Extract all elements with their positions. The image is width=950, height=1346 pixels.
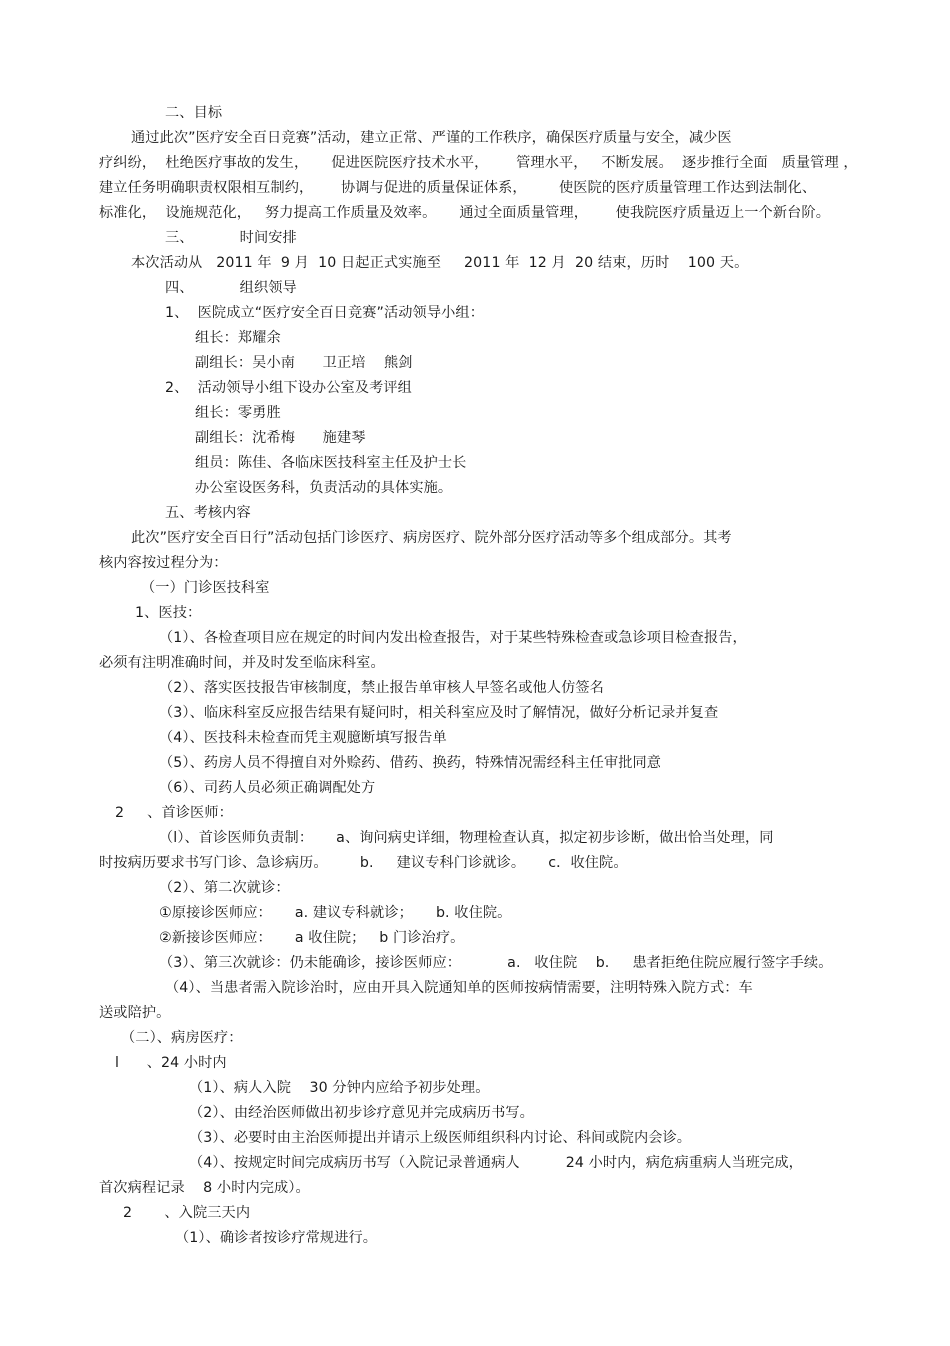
first-doctor-item-2-a: ①原接诊医师应： a. 建议专科就诊； b. 收住院。	[159, 905, 512, 921]
first-doctor-item-1-line-1: （l）、首诊医师负责制： a、询问病史详细，物理检查认真，拟定初步诊断，做出恰当处理，同	[159, 830, 774, 846]
first-doctor-item-2: （2）、第二次就诊：	[159, 880, 290, 896]
office-members: 组员：陈佳、各临床医技科室主任及护士长	[195, 455, 467, 471]
office-deputy-leaders: 副组长：沈希梅 施建琴	[195, 430, 366, 446]
medtech-item-6: （6）、司药人员必须正确调配处方	[159, 780, 376, 796]
org-leader: 组长：郑耀余	[195, 330, 281, 346]
section-4-heading: 四、 组织领导	[165, 280, 297, 296]
org-item-1: 1、 医院成立“医疗安全百日竞赛”活动领导小组：	[165, 305, 484, 321]
subsection-outpatient-heading: （一）门诊医技科室	[141, 580, 270, 596]
medtech-item-2: （2）、落实医技报告审核制度，禁止报告单审核人早签名或他人仿签名	[159, 680, 604, 696]
ward-3day-item-1: （1）、确诊者按诊疗常规进行。	[175, 1230, 378, 1246]
ward-24h-item-4-line-1: （4）、按规定时间完成病历书写（入院记录普通病人 24 小时内，病危病重病人当班完成，	[189, 1155, 803, 1171]
first-doctor-item-1-line-2: 时按病历要求书写门诊、急诊病历。 b. 建议专科门诊就诊。 c．收住院。	[99, 855, 628, 871]
ward-24h-item-1: （1）、病人入院 30 分钟内应给予初步处理。	[189, 1080, 490, 1096]
org-item-2: 2、 活动领导小组下设办公室及考评组	[165, 380, 412, 396]
schedule-paragraph: 本次活动从 2011 年 9 月 10 日起正式实施至 2011 年 12 月 20 结束，历时 100 天。	[131, 255, 749, 271]
first-doctor-item-4-line-1: （4）、当患者需入院诊治时，应由开具入院通知单的医师按病情需要，注明特殊入院方式：车	[165, 980, 753, 996]
first-doctor-item-2-b: ②新接诊医师应： a 收住院； b 门诊治疗。	[159, 930, 465, 946]
first-doctor-heading: 2 、首诊医师：	[115, 805, 233, 821]
section-5-heading: 五、考核内容	[165, 505, 251, 521]
medtech-item-3: （3）、临床科室反应报告结果有疑问时，相关科室应及时了解情况，做好分析记录并复查	[159, 705, 719, 721]
office-leader: 组长：零勇胜	[195, 405, 281, 421]
medtech-heading: 1、医技：	[135, 605, 202, 621]
medtech-item-5: （5）、药房人员不得擅自对外赊药、借药、换药，特殊情况需经科主任审批同意	[159, 755, 662, 771]
goal-paragraph-line-2: 疗纠纷， 杜绝医疗事故的发生， 促进医院医疗技术水平， 管理水平， 不断发展。 逐步推行全面 质量管理 ，	[99, 155, 858, 171]
assessment-paragraph-line-1: 此次”医疗安全百日行”活动包括门诊医疗、病房医疗、院外部分医疗活动等多个组成部分。其考	[131, 530, 732, 546]
medtech-item-1-line-2: 必须有注明准确时间，并及时发至临床科室。	[99, 655, 385, 671]
org-deputy-leaders: 副组长：吴小南 卫正培 熊剑	[195, 355, 413, 371]
subsection-ward-heading: （二）、病房医疗：	[121, 1030, 243, 1046]
ward-24h-item-2: （2）、由经治医师做出初步诊疗意见并完成病历书写。	[189, 1105, 534, 1121]
first-doctor-item-4-line-2: 送或陪护。	[99, 1005, 171, 1021]
ward-24h-heading: l 、24 小时内	[115, 1055, 227, 1071]
goal-paragraph-line-1: 通过此次”医疗安全百日竞赛”活动，建立正常、严谨的工作秩序，确保医疗质量与安全，减少医	[131, 130, 732, 146]
office-location: 办公室设医务科，负责活动的具体实施。	[195, 480, 453, 496]
section-2-heading: 二、目标	[165, 105, 223, 121]
first-doctor-item-3: （3）、第三次就诊：仍未能确诊，接诊医师应： a. 收住院 b. 患者拒绝住院应履行签字手续。	[159, 955, 833, 971]
medtech-item-4: （4）、医技科未检查而凭主观臆断填写报告单	[159, 730, 447, 746]
medtech-item-1-line-1: （1）、各检查项目应在规定的时间内发出检查报告，对于某些特殊检查或急诊项目检查报告，	[159, 630, 747, 646]
goal-paragraph-line-3: 建立任务明确职责权限相互制约， 协调与促进的质量保证体系， 使医院的医疗质量管理工作达到法制化、	[99, 180, 817, 196]
section-3-heading: 三、 时间安排	[165, 230, 297, 246]
assessment-paragraph-line-2: 核内容按过程分为：	[99, 555, 228, 571]
ward-24h-item-4-line-2: 首次病程记录 8 小时内完成）。	[99, 1180, 310, 1196]
ward-24h-item-3: （3）、必要时由主治医师提出并请示上级医师组织科内讨论、科间或院内会诊。	[189, 1130, 692, 1146]
ward-3day-heading: 2 、入院三天内	[123, 1205, 251, 1221]
goal-paragraph-line-4: 标准化， 设施规范化， 努力提高工作质量及效率。 通过全面质量管理， 使我院医疗质量迈上一个新台阶。	[99, 205, 830, 221]
